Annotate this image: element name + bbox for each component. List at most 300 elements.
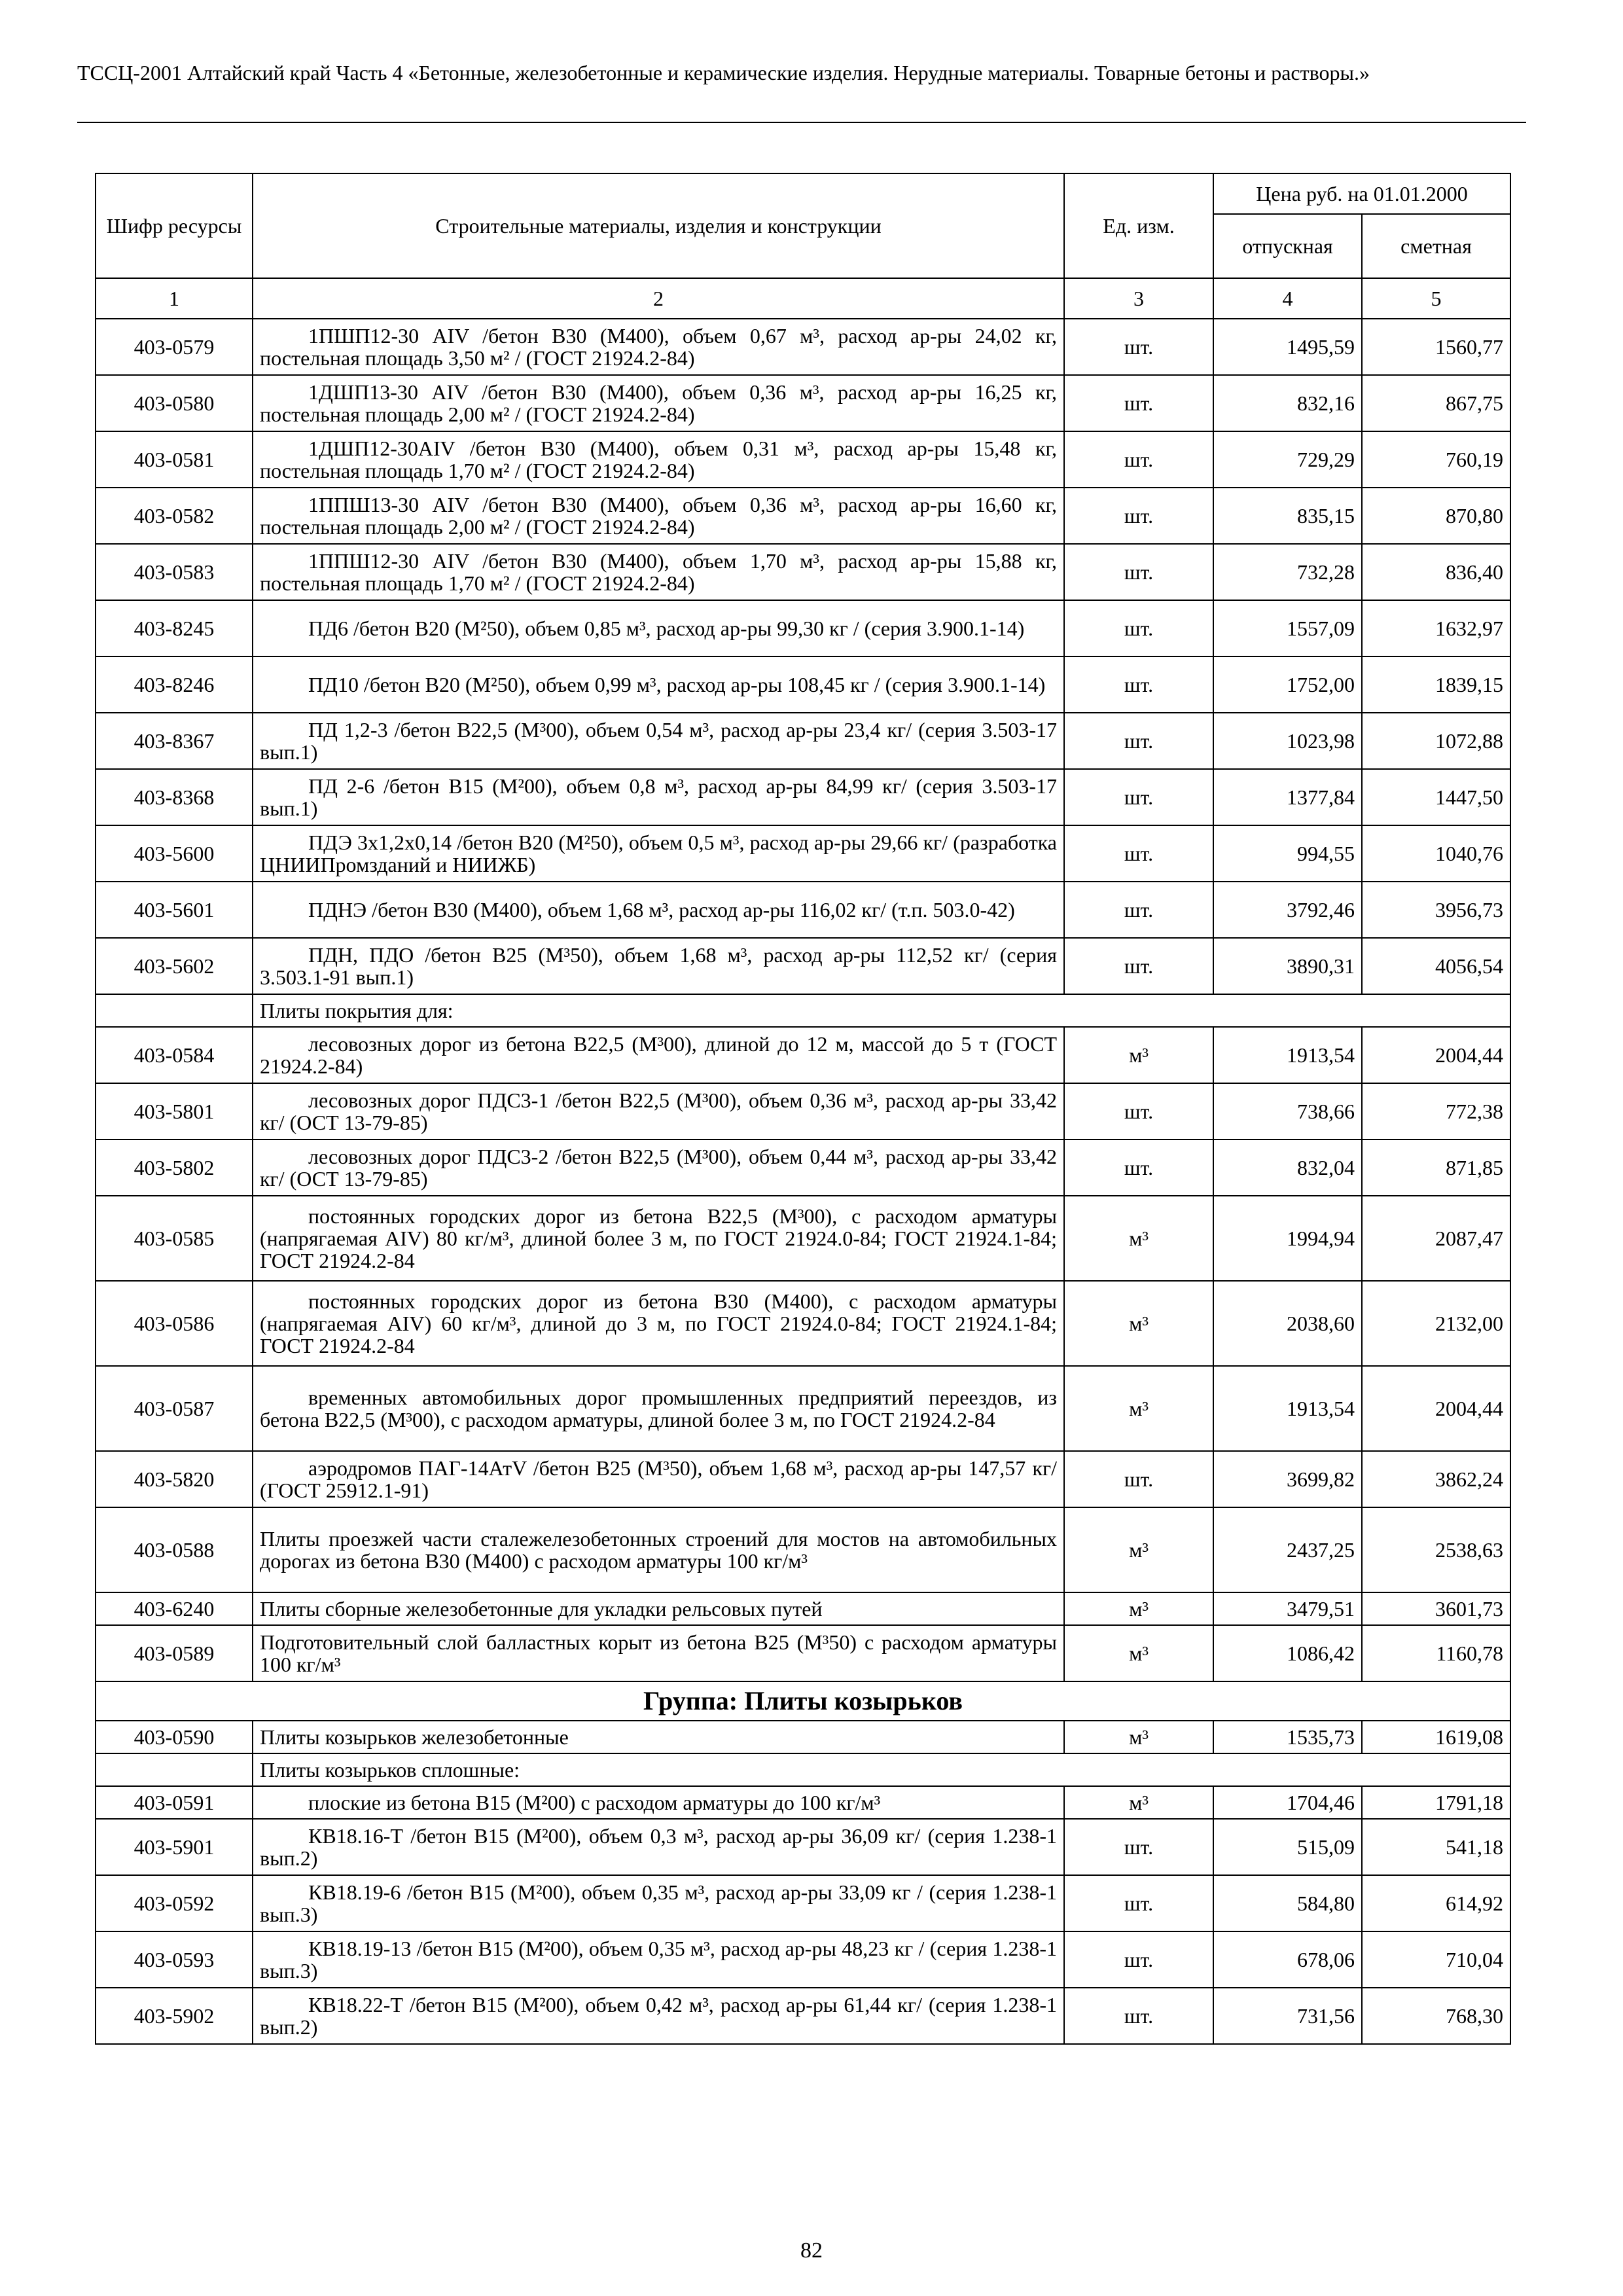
row-release-price-text: 1752,00 (1287, 673, 1355, 696)
row-description (253, 1988, 1064, 2044)
table-row (96, 1875, 1510, 1931)
row-code-text: 403-5801 (134, 1100, 215, 1123)
row-estimate-price-text: 2132,00 (1435, 1312, 1503, 1335)
row-release-price (1213, 656, 1362, 713)
row-code (96, 600, 253, 656)
row-estimate-price-text: 3956,73 (1435, 898, 1503, 922)
row-unit-text: м³ (1129, 1227, 1149, 1250)
row-description (253, 938, 1064, 994)
row-description-text: ПДЭ 3х1,2х0,14 /бетон В20 (М²50), объем 0,5 м³, расход ар-ры 29,66 кг/ (разработка ЦНИИПромзданий и НИИЖБ) (260, 831, 1057, 876)
row-estimate-price-text: 710,04 (1446, 1948, 1503, 1971)
row-description-text: лесовозных дорог ПДС3-1 /бетон В22,5 (М³00), объем 0,36 м³, расход ар-ры 33,42 кг/ (ОСТ 13-79-85) (260, 1088, 1057, 1134)
row-code-text: 403-5802 (134, 1156, 215, 1179)
row-estimate-price (1362, 431, 1510, 488)
col-number: 1 (96, 278, 253, 319)
row-estimate-price-text: 1040,76 (1435, 842, 1503, 865)
row-description (253, 544, 1064, 600)
table-row (96, 600, 1510, 656)
row-estimate-price (1362, 488, 1510, 544)
row-code-text: 403-5901 (134, 1835, 215, 1859)
row-description-text: ПДН, ПДО /бетон В25 (М³50), объем 1,68 м³, расход ар-ры 112,52 кг/ (серия 3.503.1-91 вып.1) (260, 943, 1057, 989)
section-title: Плиты покрытия для: (253, 994, 1510, 1027)
row-description-text: аэродромов ПАГ-14АтV /бетон В25 (М³50), объем 1,68 м³, расход ар-ры 147,57 кг/ (ГОСТ 25912.1-91) (260, 1456, 1057, 1502)
row-description-text: плоские из бетона В15 (М²00) с расходом арматуры до 100 кг/м³ (308, 1791, 881, 1814)
row-release-price-text: 994,55 (1297, 842, 1355, 865)
row-description-text: Плиты сборные железобетонные для укладки рельсовых путей (260, 1597, 823, 1621)
row-release-price-text: 1495,59 (1287, 335, 1355, 359)
row-description (253, 825, 1064, 882)
row-estimate-price (1362, 1875, 1510, 1931)
row-description (253, 375, 1064, 431)
row-unit (1064, 431, 1213, 488)
row-release-price-text: 2437,25 (1287, 1538, 1355, 1562)
row-code-text: 403-0592 (134, 1892, 215, 1915)
row-description-text: КВ18.16-Т /бетон В15 (М²00), объем 0,3 м³, расход ар-ры 36,09 кг/ (серия 1.238-1 вып.2) (260, 1824, 1057, 1870)
row-unit-text: шт. (1124, 391, 1154, 415)
row-description-text: ПД 1,2-3 /бетон В22,5 (М³00), объем 0,54 м³, расход ар-ры 23,4 кг/ (серия 3.503-17 вып.1) (260, 718, 1057, 764)
row-description (253, 1281, 1064, 1366)
row-estimate-price (1362, 825, 1510, 882)
row-unit-text: шт. (1124, 729, 1154, 753)
row-release-price-text: 3890,31 (1287, 954, 1355, 978)
row-release-price (1213, 488, 1362, 544)
row-code (96, 1819, 253, 1875)
row-description (253, 1592, 1064, 1625)
row-unit-text: шт. (1124, 1835, 1154, 1859)
row-estimate-price-text: 1560,77 (1435, 335, 1503, 359)
row-unit (1064, 1507, 1213, 1592)
row-code (96, 656, 253, 713)
row-code-text: 403-0587 (134, 1397, 215, 1420)
row-release-price (1213, 544, 1362, 600)
row-unit-text: шт. (1124, 504, 1154, 528)
row-code-text: 403-0585 (134, 1227, 215, 1250)
row-code-text: 403-8367 (134, 729, 215, 753)
row-release-price (1213, 431, 1362, 488)
row-unit (1064, 1196, 1213, 1281)
row-code: 403-0590 (96, 1721, 253, 1753)
table-row (96, 1196, 1510, 1281)
row-release-price (1213, 1196, 1362, 1281)
row-estimate-price (1362, 1281, 1510, 1366)
row-unit (1064, 600, 1213, 656)
row-unit-text: м³ (1129, 1791, 1149, 1814)
page-number: 82 (800, 2238, 823, 2263)
row-description (253, 1027, 1064, 1083)
row-release-price-text: 1086,42 (1287, 1641, 1355, 1665)
row-description (253, 1083, 1064, 1139)
table-row (96, 825, 1510, 882)
row-code (96, 1988, 253, 2044)
row-release-price (1213, 1083, 1362, 1139)
table-row (96, 1625, 1510, 1681)
row-estimate-price (1362, 1786, 1510, 1819)
row-estimate-price-text: 772,38 (1446, 1100, 1503, 1123)
table-row (96, 938, 1510, 994)
row-description-text: постоянных городских дорог из бетона В22,5 (М³00), с расходом арматуры (напрягаемая AIV) 80 кг/м³, длиной более 3 м, по ГОСТ 21924.0-84; ГОСТ 21924.1-84; ГОСТ 21924.2-84 (260, 1204, 1057, 1272)
row-code (96, 544, 253, 600)
row-description (253, 1139, 1064, 1196)
row-release-price (1213, 825, 1362, 882)
row-code-text: 403-0581 (134, 448, 215, 471)
row-release-price (1213, 713, 1362, 769)
col-header-code: Шифр ресурсы (96, 173, 253, 278)
row-estimate-price-text: 614,92 (1446, 1892, 1503, 1915)
row-description (253, 1819, 1064, 1875)
row-unit-text: м³ (1129, 1397, 1149, 1420)
row-estimate-price-text: 3862,24 (1435, 1467, 1503, 1491)
row-release-price (1213, 1451, 1362, 1507)
row-description (253, 1451, 1064, 1507)
row-code (96, 1931, 253, 1988)
row-description-text: ПДНЭ /бетон В30 (М400), объем 1,68 м³, расход ар-ры 116,02 кг/ (т.п. 503.0-42) (308, 898, 1015, 922)
row-release-price-text: 1557,09 (1287, 617, 1355, 640)
row-code-text: 403-6240 (134, 1597, 215, 1621)
row-unit (1064, 1139, 1213, 1196)
row-estimate-price (1362, 713, 1510, 769)
table-row (96, 544, 1510, 600)
row-release-price-text: 1377,84 (1287, 785, 1355, 809)
row-code (96, 825, 253, 882)
row-release-price (1213, 1139, 1362, 1196)
row-estimate-price-text: 760,19 (1446, 448, 1503, 471)
row-unit (1064, 1592, 1213, 1625)
row-description (253, 1931, 1064, 1988)
row-unit (1064, 1988, 1213, 2044)
row-release-price (1213, 319, 1362, 375)
row-unit (1064, 1451, 1213, 1507)
row-release-price (1213, 1366, 1362, 1451)
row-unit-text: шт. (1124, 1467, 1154, 1491)
row-release-price-text: 732,28 (1297, 560, 1355, 584)
row-release-price (1213, 1027, 1362, 1083)
row-estimate-price (1362, 769, 1510, 825)
row-release-price-text: 3479,51 (1287, 1597, 1355, 1621)
row-release-price-text: 584,80 (1297, 1892, 1355, 1915)
row-code-text: 403-8246 (134, 673, 215, 696)
row-release-price (1213, 1592, 1362, 1625)
row-unit-text: шт. (1124, 448, 1154, 471)
row-description (253, 1366, 1064, 1451)
row-unit (1064, 882, 1213, 938)
row-release-price (1213, 600, 1362, 656)
row-release-price-text: 832,04 (1297, 1156, 1355, 1179)
empty-cell (96, 1753, 253, 1786)
row-code-text: 403-0588 (134, 1538, 215, 1562)
row-code-text: 403-5902 (134, 2004, 215, 2028)
col-number: 4 (1213, 278, 1362, 319)
row-code-text: 403-5601 (134, 898, 215, 922)
row-code-text: 403-5600 (134, 842, 215, 865)
row-unit-text: шт. (1124, 954, 1154, 978)
row-description (253, 431, 1064, 488)
row-description-text: Подготовительный слой балластных корыт из бетона В25 (М³50) с расходом арматуры 100 кг/м³ (260, 1630, 1057, 1676)
row-release-price (1213, 1819, 1362, 1875)
row-unit (1064, 1625, 1213, 1681)
row-description-text: Плиты проезжей части сталежелезобетонных строений для мостов на автомобильных дорогах из бетона В30 (М400) с расходом арматуры 100 кг/м³ (260, 1527, 1057, 1573)
row-unit-text: шт. (1124, 617, 1154, 640)
row-estimate-price-text: 1839,15 (1435, 673, 1503, 696)
row-code (96, 375, 253, 431)
row-code-text: 403-8368 (134, 785, 215, 809)
row-estimate-price (1362, 375, 1510, 431)
row-release-price-text: 1994,94 (1287, 1227, 1355, 1250)
row-unit (1064, 1819, 1213, 1875)
row-release-price-text: 3792,46 (1287, 898, 1355, 922)
row-estimate-price (1362, 1988, 1510, 2044)
row-release-price-text: 1704,46 (1287, 1791, 1355, 1814)
row-estimate-price-text: 2004,44 (1435, 1043, 1503, 1067)
table-row (96, 713, 1510, 769)
row-estimate-price-text: 2087,47 (1435, 1227, 1503, 1250)
row-estimate-price (1362, 938, 1510, 994)
row-estimate-price-text: 1632,97 (1435, 617, 1503, 640)
row-description-text: лесовозных дорог ПДС3-2 /бетон В22,5 (М³00), объем 0,44 м³, расход ар-ры 33,42 кг/ (ОСТ 13-79-85) (260, 1145, 1057, 1191)
row-description-text: ПД6 /бетон В20 (М²50), объем 0,85 м³, расход ар-ры 99,30 кг / (серия 3.900.1-14) (308, 617, 1025, 640)
col-header-estimate-price: сметная (1362, 214, 1510, 278)
col-header-description: Строительные материалы, изделия и конструкции (253, 173, 1064, 278)
row-description (253, 319, 1064, 375)
row-estimate-price-text: 2538,63 (1435, 1538, 1503, 1562)
row-unit (1064, 1366, 1213, 1451)
row-code (96, 1083, 253, 1139)
table-row (96, 375, 1510, 431)
row-unit (1064, 544, 1213, 600)
table-row (96, 1988, 1510, 2044)
row-unit (1064, 1931, 1213, 1988)
row-release-price (1213, 1507, 1362, 1592)
col-header-price: Цена руб. на 01.01.2000 (1213, 173, 1510, 214)
row-release-price-text: 835,15 (1297, 504, 1355, 528)
row-estimate-price-text: 1791,18 (1435, 1791, 1503, 1814)
row-estimate-price (1362, 1507, 1510, 1592)
row-code-text: 403-0580 (134, 391, 215, 415)
row-estimate-price (1362, 319, 1510, 375)
row-estimate-price-text: 3601,73 (1435, 1597, 1503, 1621)
row-unit: м³ (1064, 1721, 1213, 1753)
row-release-price: 1535,73 (1213, 1721, 1362, 1753)
row-unit (1064, 713, 1213, 769)
row-estimate-price-text: 1447,50 (1435, 785, 1503, 809)
table-row (96, 1451, 1510, 1507)
row-code (96, 319, 253, 375)
row-code-text: 403-5602 (134, 954, 215, 978)
row-description (253, 713, 1064, 769)
row-code (96, 1875, 253, 1931)
table-row (96, 1592, 1510, 1625)
table-row (96, 882, 1510, 938)
row-release-price (1213, 882, 1362, 938)
row-unit (1064, 319, 1213, 375)
row-estimate-price-text: 541,18 (1446, 1835, 1503, 1859)
row-code (96, 1625, 253, 1681)
table-row (96, 1819, 1510, 1875)
row-description (253, 1196, 1064, 1281)
row-release-price-text: 832,16 (1297, 391, 1355, 415)
row-estimate-price-text: 867,75 (1446, 391, 1503, 415)
row-release-price-text: 1913,54 (1287, 1043, 1355, 1067)
row-code-text: 403-0583 (134, 560, 215, 584)
row-unit-text: шт. (1124, 1100, 1154, 1123)
row-unit (1064, 1083, 1213, 1139)
row-description-text: лесовозных дорог из бетона В22,5 (М³00), длиной до 12 м, массой до 5 т (ГОСТ 21924.2-84) (260, 1032, 1057, 1078)
row-description-text: 1ДШП13-30 AIV /бетон В30 (М400), объем 0,36 м³, расход ар-ры 16,25 кг, постельная площадь 2,00 м² / (ГОСТ 21924.2-84) (260, 380, 1057, 426)
row-description (253, 1786, 1064, 1819)
row-release-price (1213, 938, 1362, 994)
row-estimate-price (1362, 882, 1510, 938)
row-release-price-text: 731,56 (1297, 2004, 1355, 2028)
row-estimate-price (1362, 544, 1510, 600)
row-estimate-price (1362, 1819, 1510, 1875)
row-unit-text: шт. (1124, 560, 1154, 584)
row-release-price (1213, 1875, 1362, 1931)
row-code-text: 403-0584 (134, 1043, 215, 1067)
col-number: 3 (1064, 278, 1213, 319)
row-description (253, 1625, 1064, 1681)
row-unit (1064, 375, 1213, 431)
row-unit-text: шт. (1124, 2004, 1154, 2028)
table-row (96, 656, 1510, 713)
row-unit (1064, 488, 1213, 544)
row-description-text: 1ДШП12-30AIV /бетон В30 (М400), объем 0,31 м³, расход ар-ры 15,48 кг, постельная площадь 1,70 м² / (ГОСТ 21924.2-84) (260, 437, 1057, 482)
row-estimate-price (1362, 1592, 1510, 1625)
row-unit-text: шт. (1124, 785, 1154, 809)
row-code (96, 1451, 253, 1507)
row-description-text: постоянных городских дорог из бетона В30 (М400), с расходом арматуры (напрягаемая AIV) 60 кг/м³, длиной до 3 м, по ГОСТ 21924.0-84; ГОСТ 21924.1-84; ГОСТ 21924.2-84 (260, 1289, 1057, 1357)
row-description-text: 1ПШП12-30 AIV /бетон В30 (М400), объем 0,67 м³, расход ар-ры 24,02 кг, постельная площадь 3,50 м² / (ГОСТ 21924.2-84) (260, 324, 1057, 370)
row-estimate-price-text: 836,40 (1446, 560, 1503, 584)
row-code (96, 1139, 253, 1196)
row-description-text: 1ППШ13-30 AIV /бетон В30 (М400), объем 0,36 м³, расход ар-ры 16,60 кг, постельная площадь 2,00 м² / (ГОСТ 21924.2-84) (260, 493, 1057, 539)
row-description (253, 769, 1064, 825)
table-row (96, 1931, 1510, 1988)
row-release-price-text: 729,29 (1297, 448, 1355, 471)
row-estimate-price (1362, 1027, 1510, 1083)
table-row (96, 1281, 1510, 1366)
row-description-text: КВ18.19-6 /бетон В15 (М²00), объем 0,35 м³, расход ар-ры 33,09 кг / (серия 1.238-1 вып.3) (260, 1880, 1057, 1926)
col-number: 5 (1362, 278, 1510, 319)
row-description-text: КВ18.19-13 /бетон В15 (М²00), объем 0,35 м³, расход ар-ры 48,23 кг / (серия 1.238-1 вып.3) (260, 1937, 1057, 1982)
table-row (96, 1786, 1510, 1819)
col-header-release-price: отпускная (1213, 214, 1362, 278)
row-unit (1064, 1786, 1213, 1819)
row-description-text: ПД10 /бетон В20 (М²50), объем 0,99 м³, расход ар-ры 108,45 кг / (серия 3.900.1-14) (308, 673, 1046, 696)
row-release-price (1213, 769, 1362, 825)
row-release-price (1213, 1786, 1362, 1819)
row-code (96, 1196, 253, 1281)
row-description: Плиты козырьков железобетонные (253, 1721, 1064, 1753)
row-code (96, 1027, 253, 1083)
row-release-price (1213, 1988, 1362, 2044)
table-row (96, 1366, 1510, 1451)
row-description (253, 1507, 1064, 1592)
row-description (253, 600, 1064, 656)
row-code (96, 1507, 253, 1592)
row-estimate-price (1362, 1083, 1510, 1139)
table-row (96, 1139, 1510, 1196)
row-unit (1064, 1875, 1213, 1931)
row-estimate-price-text: 1160,78 (1436, 1641, 1503, 1665)
row-estimate-price (1362, 1451, 1510, 1507)
row-description (253, 1875, 1064, 1931)
row-estimate-price-text: 768,30 (1446, 2004, 1503, 2028)
row-release-price-text: 2038,60 (1287, 1312, 1355, 1335)
row-unit (1064, 1281, 1213, 1366)
table-row (96, 1083, 1510, 1139)
row-estimate-price (1362, 1931, 1510, 1988)
row-release-price (1213, 375, 1362, 431)
document-header: ТССЦ-2001 Алтайский край Часть 4 «Бетонные, железобетонные и керамические изделия. Нерудные материалы. Товарные бетоны и растворы.» (77, 61, 1370, 84)
row-estimate-price: 1619,08 (1362, 1721, 1510, 1753)
row-unit (1064, 769, 1213, 825)
row-unit-text: шт. (1124, 898, 1154, 922)
row-code (96, 1592, 253, 1625)
row-release-price-text: 3699,82 (1287, 1467, 1355, 1491)
row-release-price (1213, 1281, 1362, 1366)
row-unit (1064, 656, 1213, 713)
row-estimate-price (1362, 1139, 1510, 1196)
row-unit-text: шт. (1124, 673, 1154, 696)
row-estimate-price (1362, 1196, 1510, 1281)
row-code-text: 403-0579 (134, 335, 215, 359)
row-code (96, 713, 253, 769)
row-estimate-price (1362, 1625, 1510, 1681)
row-code (96, 488, 253, 544)
section-title: Плиты козырьков сплошные: (253, 1753, 1510, 1786)
row-release-price (1213, 1625, 1362, 1681)
row-description-text: КВ18.22-Т /бетон В15 (М²00), объем 0,42 м³, расход ар-ры 61,44 кг/ (серия 1.238-1 вып.2) (260, 1993, 1057, 2039)
row-unit-text: шт. (1124, 1892, 1154, 1915)
row-code-text: 403-8245 (134, 617, 215, 640)
row-unit-text: м³ (1129, 1538, 1149, 1562)
row-code (96, 1366, 253, 1451)
row-unit-text: шт. (1124, 335, 1154, 359)
row-release-price (1213, 1931, 1362, 1988)
row-code-text: 403-0586 (134, 1312, 215, 1335)
row-description-text: временных автомобильных дорог промышленных предприятий переездов, из бетона В22,5 (М³00), с расходом арматуры, длиной более 3 м, по ГОСТ 21924.2-84 (260, 1386, 1057, 1431)
row-estimate-price (1362, 1366, 1510, 1451)
header-rule (77, 122, 1526, 123)
row-description-text: ПД 2-6 /бетон В15 (М²00), объем 0,8 м³, расход ар-ры 84,99 кг/ (серия 3.503-17 вып.1) (260, 774, 1057, 820)
row-estimate-price-text: 1072,88 (1435, 729, 1503, 753)
row-unit-text: шт. (1124, 1156, 1154, 1179)
row-unit-text: шт. (1124, 1948, 1154, 1971)
row-description-text: 1ППШ12-30 AIV /бетон В30 (М400), объем 1,70 м³, расход ар-ры 15,88 кг, постельная площадь 1,70 м² / (ГОСТ 21924.2-84) (260, 549, 1057, 595)
row-estimate-price-text: 4056,54 (1435, 954, 1503, 978)
table-row (96, 488, 1510, 544)
row-estimate-price-text: 2004,44 (1435, 1397, 1503, 1420)
row-code (96, 431, 253, 488)
price-table (95, 173, 1511, 2045)
row-estimate-price (1362, 656, 1510, 713)
row-unit-text: м³ (1129, 1043, 1149, 1067)
row-code (96, 1281, 253, 1366)
table-row (96, 769, 1510, 825)
table-row (96, 1507, 1510, 1592)
row-code-text: 403-0591 (134, 1791, 215, 1814)
row-unit (1064, 1027, 1213, 1083)
row-release-price-text: 1023,98 (1287, 729, 1355, 753)
row-code-text: 403-0589 (134, 1641, 215, 1665)
row-code-text: 403-0593 (134, 1948, 215, 1971)
row-release-price-text: 738,66 (1297, 1100, 1355, 1123)
row-unit-text: м³ (1129, 1597, 1149, 1621)
row-unit-text: шт. (1124, 842, 1154, 865)
col-header-unit: Ед. изм. (1064, 173, 1213, 278)
row-code (96, 938, 253, 994)
row-unit (1064, 938, 1213, 994)
row-release-price-text: 515,09 (1297, 1835, 1355, 1859)
